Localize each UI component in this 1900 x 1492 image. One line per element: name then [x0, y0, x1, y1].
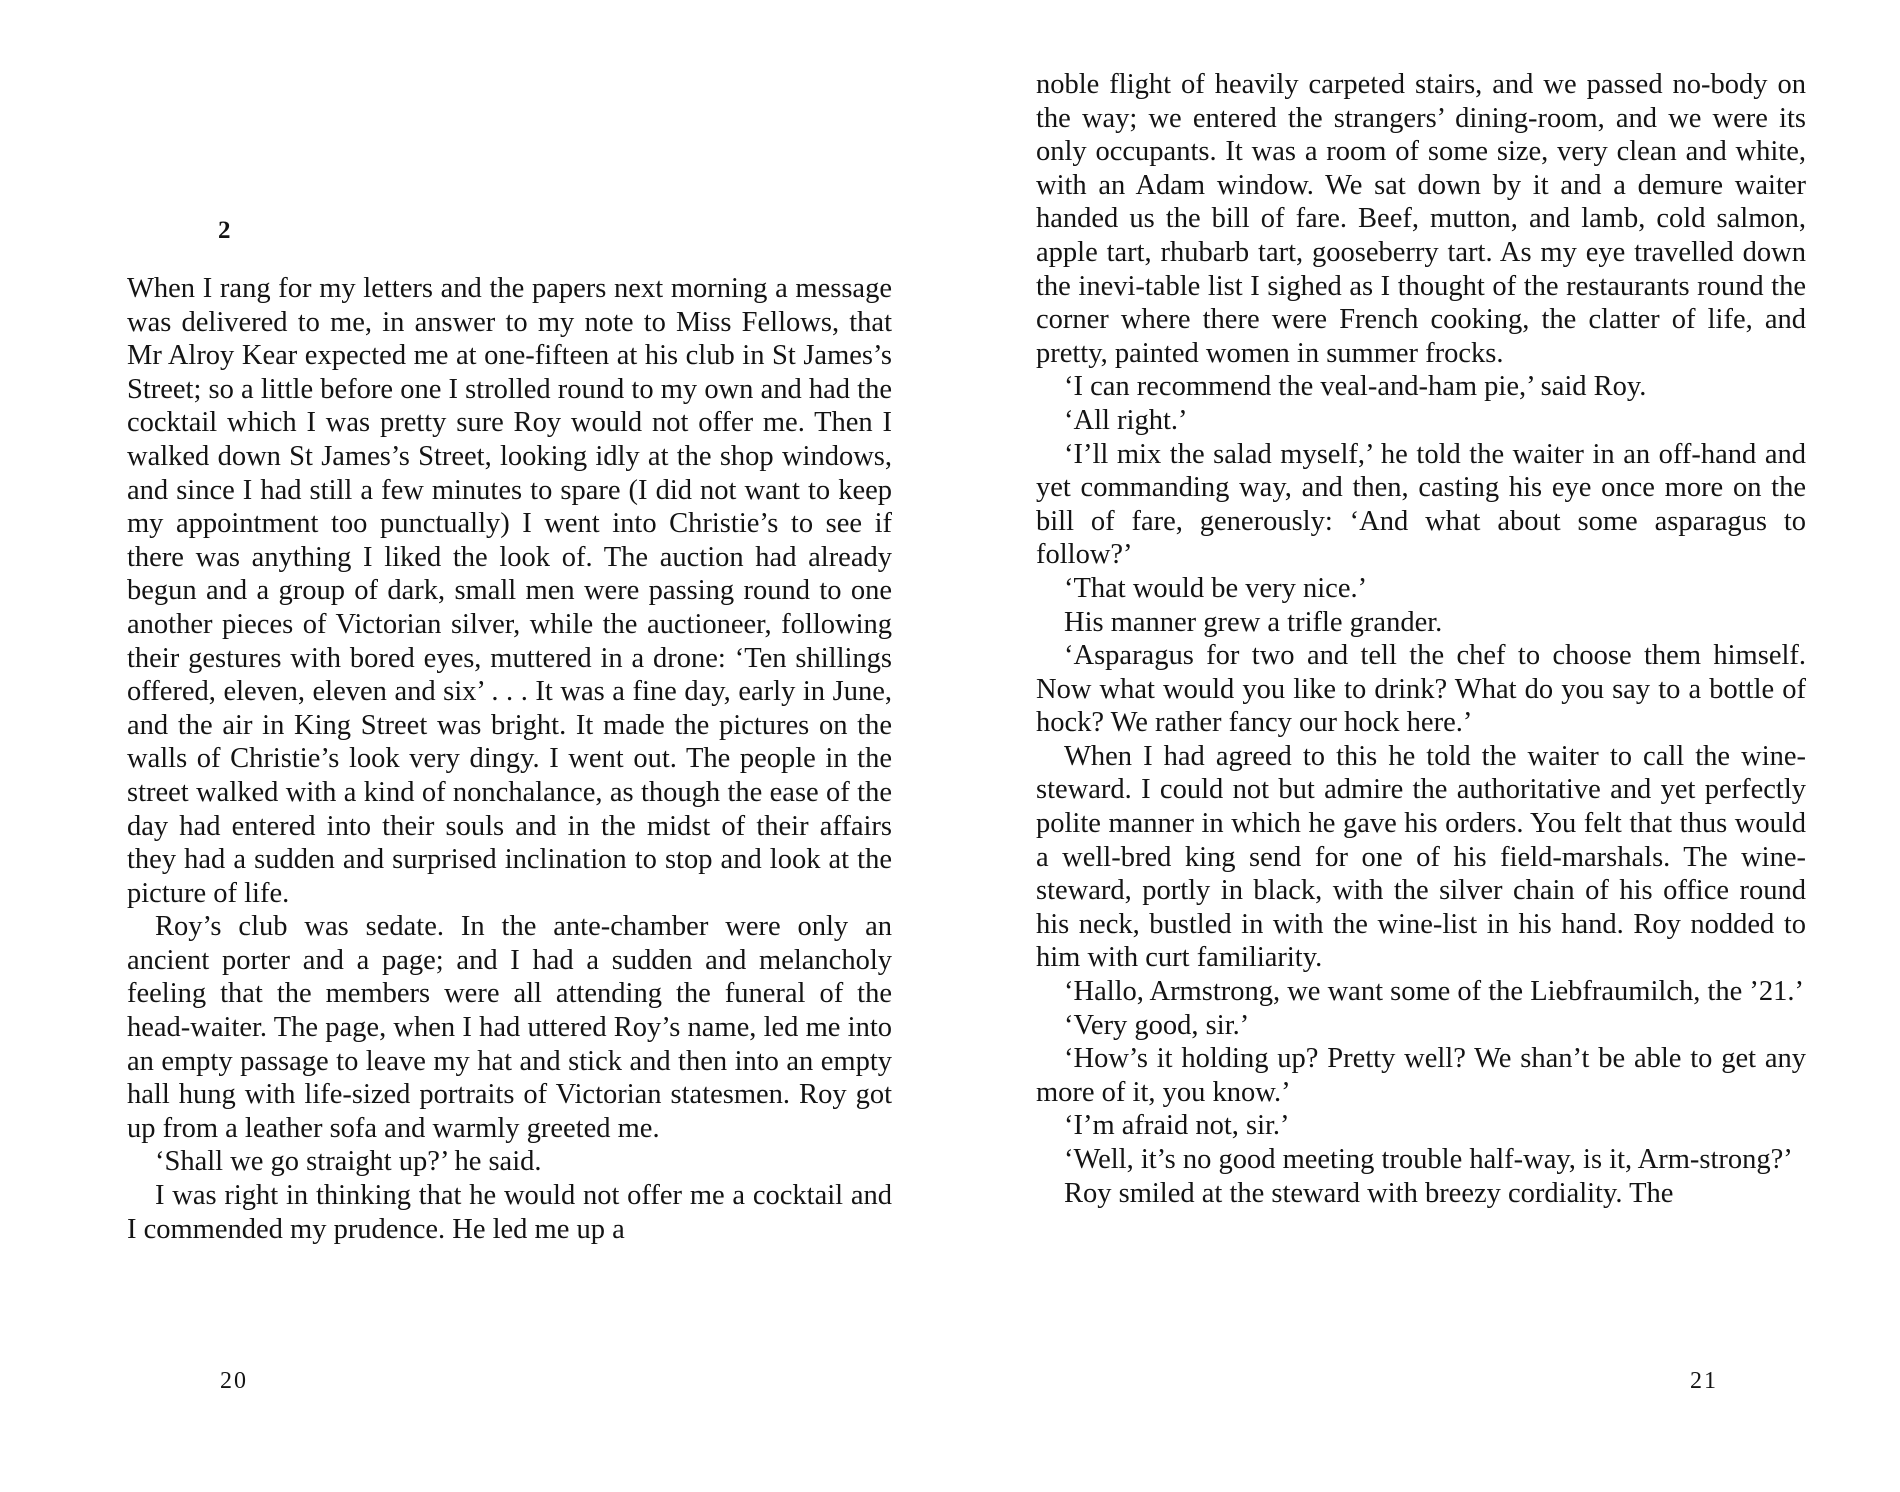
paragraph: ‘I’m afraid not, sir.’ — [1064, 1110, 1290, 1142]
page-number: 21 — [1690, 1368, 1718, 1394]
paragraph: His manner grew a trifle grander. — [1064, 606, 1443, 638]
left-page-text — [127, 272, 892, 1246]
paragraph: noble flight of heavily carpeted stairs, and we passed no-body on the way; we entered the strangers’ dining-room, and we were its only occupants. It was a room of some size, very clean and white, with an Adam window. We sat down by it and a demure waiter handed us the bill of fare. Beef, mutton, and lamb, cold salmon, apple tart, rhubarb tart, gooseberry tart. As my eye travelled down the inevi-table list I sighed as I thought of the restaurants round the corner where there were French cooking, the clatter of life, and pretty, painted women in summer frocks. — [1036, 69, 1806, 369]
paragraph: When I rang for my letters and the papers next morning a message was delivered to me, in answer to my note to Miss Fellows, that Mr Alroy Kear expected me at one-fifteen at his club in St James’s Street; so a little before one I strolled round to my own and had the cocktail which I was pretty sure Roy would not offer me. Then I walked down St James’s Street, looking idly at the shop windows, and since I had still a few minutes to spare (I did not want to keep my appointment too punctually) I went into Christie’s to see if there was anything I liked the look of. The auction had already begun and a group of dark, small men were passing round to one another pieces of Victorian silver, while the auctioneer, following their gestures with bored eyes, muttered in a drone: ‘Ten shillings offered, eleven, eleven and six’ . . . It was a fine day, early in June, and the air in King Street was bright. It made the pictures on the walls of Christie’s look very dingy. I went out. The people in the street walked with a kind of nonchalance, as though the ease of the day had entered into their souls and in the midst of their affairs they had a sudden and surprised inclination to stop and look at the picture of life. — [127, 273, 892, 909]
paragraph: ‘Very good, sir.’ — [1064, 1009, 1250, 1041]
paragraph: Roy smiled at the steward with breezy cordiality. The — [1064, 1177, 1674, 1209]
paragraph: ‘I’ll mix the salad myself,’ he told the waiter in an off-hand and yet commanding way, and then, casting his eye once more on the bill of fare, generously: ‘And what about some asparagus to follow?’ — [1036, 438, 1806, 571]
paragraph: ‘I can recommend the veal-and-ham pie,’ said Roy. — [1064, 371, 1647, 403]
right-page-text — [1036, 68, 1806, 1210]
paragraph: ‘All right.’ — [1064, 404, 1188, 436]
paragraph: ‘Hallo, Armstrong, we want some of the Liebfraumilch, the ’21.’ — [1064, 976, 1805, 1008]
paragraph: ‘Asparagus for two and tell the chef to choose them himself. Now what would you like to drink? What do you say to a bottle of hock? We rather fancy our hock here.’ — [1036, 640, 1806, 739]
paragraph: ‘That would be very nice.’ — [1064, 572, 1368, 604]
page-number: 20 — [220, 1368, 248, 1394]
paragraph: Roy’s club was sedate. In the ante-chamber were only an ancient porter and a page; and I had a sudden and melancholy feeling that the members were all attending the funeral of the head-waiter. The page, when I had uttered Roy’s name, led me into an empty passage to leave my hat and stick and then into an empty hall hung with life-sized portraits of Victorian statesmen. Roy got up from a leather sofa and warmly greeted me. — [127, 911, 892, 1144]
paragraph: ‘Shall we go straight up?’ he said. — [155, 1146, 542, 1178]
paragraph: I was right in thinking that he would not offer me a cocktail and I commended my prudence. He led me up a — [127, 1180, 892, 1245]
paragraph: When I had agreed to this he told the waiter to call the wine-steward. I could not but admire the authoritative and yet perfectly polite manner in which he gave his orders. You felt that thus would a well-bred king send for one of his field-marshals. The wine-steward, portly in black, with the silver chain of his office round his neck, bustled in with the wine-list in his hand. Roy nodded to him with curt familiarity. — [1036, 740, 1806, 974]
right-page — [950, 0, 1900, 1492]
chapter-number: 2 — [218, 217, 231, 244]
paragraph: ‘How’s it holding up? Pretty well? We shan’t be able to get any more of it, you know.’ — [1036, 1043, 1806, 1108]
paragraph: ‘Well, it’s no good meeting trouble half-way, is it, Arm-strong?’ — [1064, 1144, 1793, 1175]
